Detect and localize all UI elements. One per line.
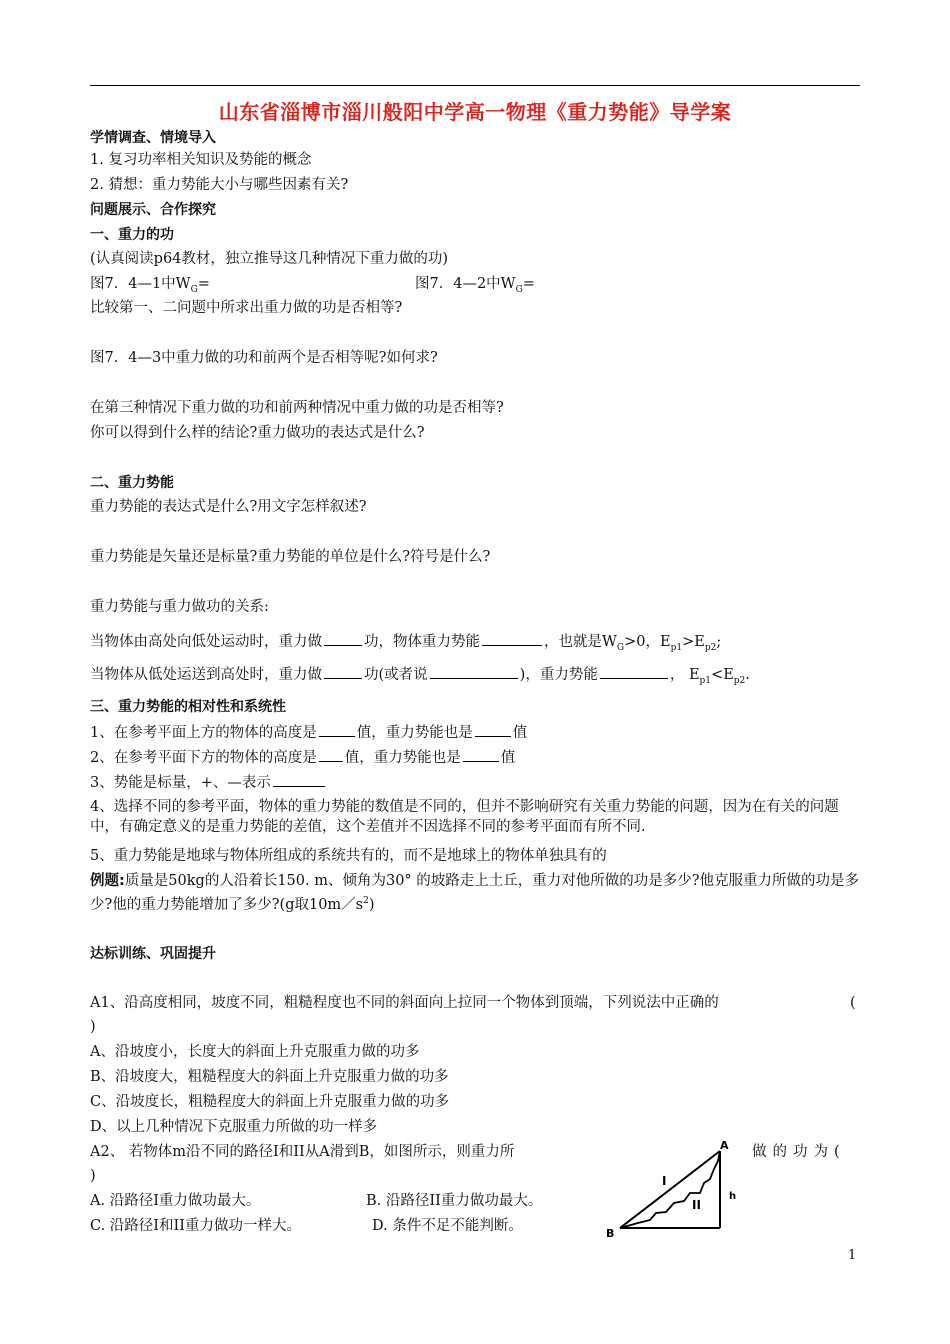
a1-answer-paren: ( [850,995,856,1011]
a1-option-d: D、以上几种情况下克服重力所做的功一样多 [90,1119,378,1135]
a2-option-c: C. 沿路径I和II重力做功一样大。 [90,1218,301,1234]
fig-3-question: 图7．4—3中重力做的功和前两个是否相等呢?如何求? [90,350,438,366]
figure-label-path-2: II [692,1198,701,1212]
figure-label-a: A [720,1139,729,1152]
upward-line: 当物体从低处运送到高处时，重力做 功(或者说 )，重力势能 ， $E_{p1}<E_{p2}$. [90,664,750,691]
intro-item-1: 1. 复习功率相关知识及势能的概念 [90,152,312,168]
section-training-heading: 达标训练、巩固提升 [90,946,216,962]
figure-label-height: h [729,1191,737,1202]
incline-path-figure [600,1135,750,1245]
section-3-heading: 三、重力势能的相对性和系统性 [90,699,286,715]
relativity-item-1: 1、在参考平面上方的物体的高度是 值，重力势能也是 值 [90,722,527,743]
a2-option-b: B. 沿路径II重力做功最大。 [366,1193,543,1209]
fig-1-line: 图7．4—1中$W_G=$ [90,276,210,295]
intro-item-2: 2. 猜想：重力势能大小与哪些因素有关? [90,177,349,193]
section-2-heading: 二、重力势能 [90,475,174,491]
page-number: 1 [848,1248,857,1263]
header-rule [90,85,860,86]
fig-2-line: 图7．4—2中$W_G=$ [415,276,535,295]
third-case-question: 在第三种情况下重力做的功和前两种情况中重力做的功是否相等? [90,400,504,416]
a2-question: A2、 若物体m沿不同的路径I和II从A滑到B，如图所示，则重力所 [90,1144,515,1160]
section-1-note: (认真阅读p64教材，独立推导这几种情况下重力做的功) [90,251,449,267]
a1-option-b: B、沿坡度大，粗糙程度大的斜面上升克服重力做的功多 [90,1069,449,1085]
a1-option-c: C、沿坡度长，粗糙程度大的斜面上升克服重力做的功多 [90,1094,450,1110]
figure-label-b: B [606,1227,615,1240]
vector-question: 重力势能是矢量还是标量?重力势能的单位是什么?符号是什么? [90,549,491,565]
relativity-item-4: 4、选择不同的参考平面，物体的重力势能的数值是不同的，但并不影响研究有关重力势能的问题，因为在有关的问题中，有确定意义的是重力势能的差值，这个差值并不因选择不同的参考平面而有所不同. [90,799,839,835]
a2-question-tail: 做的功为( [752,1144,846,1160]
section-intro-heading: 学情调查、情境导入 [90,130,216,146]
a1-answer-paren-close: ) [90,1019,96,1035]
relation-heading: 重力势能与重力做功的关系: [90,599,269,615]
section-1-heading: 一、重力的功 [90,227,174,243]
expression-question: 重力势能的表达式是什么?用文字怎样叙述? [90,499,367,515]
a1-question: A1、沿高度相同，坡度不同，粗糙程度也不同的斜面向上拉同一个物体到顶端，下列说法中正确的 [90,995,719,1011]
a1-option-a: A、沿坡度小，长度大的斜面上升克服重力做的功多 [90,1044,420,1060]
example-problem: 例题:质量是50kg的人沿着长150. m、倾角为30° 的坡路走上土丘，重力对他所做的功是多少?他克服重力所做的功是多少?他的重力势能增加了多少?(g取$10m/s^2$) [90,873,860,913]
figure-label-path-1: I [662,1174,667,1188]
relativity-item-3: 3、势能是标量，+、—表示 [90,772,327,793]
a2-option-a: A. 沿路径I重力做功最大。 [90,1193,261,1209]
compare-question: 比较第一、二问题中所求出重力做的功是否相等? [90,300,403,316]
downward-line: 当物体由高处向低处运动时，重力做 功，物体重力势能 ，也就是$W_G>0$，$E_{p1}>E_{p2}$; [90,631,721,658]
relativity-item-2: 2、在参考平面下方的物体的高度是 值，重力势能也是 值 [90,747,515,768]
relativity-item-5: 5、重力势能是地球与物体所组成的系统共有的，而不是地球上的物体单独具有的 [90,848,607,864]
section-explore-heading: 问题展示、合作探究 [90,202,216,218]
page-title: 山东省淄博市淄川般阳中学高一物理《重力势能》导学案 [218,100,732,124]
a2-option-d: D. 条件不足不能判断。 [372,1218,523,1234]
conclusion-question: 你可以得到什么样的结论?重力做功的表达式是什么? [90,425,425,441]
a2-answer-paren-close: ) [90,1168,96,1184]
